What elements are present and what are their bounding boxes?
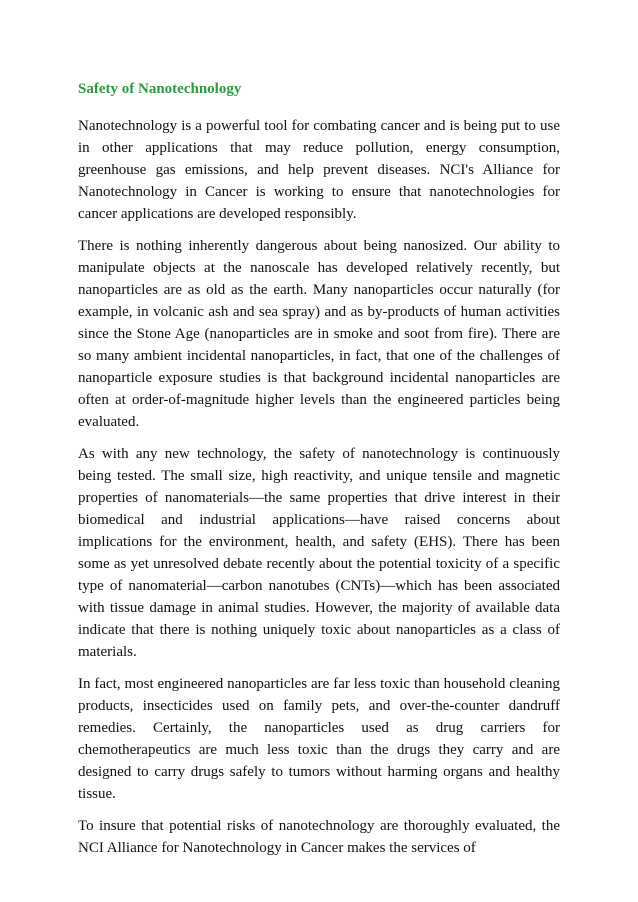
paragraph-toxicity-comparison: In fact, most engineered nanoparticles are far less toxic than household cleaning products, insecticides used on family pets, and over-the-counter dandruff remedies. Certainly, the nanoparticles used as drug carriers for chemotherapeutics are much less toxic than the drugs they carry and are designed to carry drugs safely to tumors without harming organs and healthy tissue. xyxy=(78,676,560,802)
paragraph-risk-evaluation: To insure that potential risks of nanotechnology are thoroughly evaluated, the NCI Alliance for Nanotechnology in Cancer makes the services of xyxy=(78,818,560,856)
paragraph-safety-testing: As with any new technology, the safety of nanotechnology is continuously being tested. The small size, high reactivity, and unique tensile and magnetic properties of nanomaterials—the same properties that drive interest in their biomedical and industrial applications—have raised concerns about implications for the environment, health, and safety (EHS). There has been some as yet unresolved debate recently about the potential toxicity of a specific type of nanomaterial—carbon nanotubes (CNTs)—which has been associated with tissue damage in animal studies. However, the majority of available data indicate that there is nothing uniquely toxic about nanoparticles as a class of materials. xyxy=(78,446,560,660)
document-title: Safety of Nanotechnology xyxy=(78,81,242,97)
paragraph-intro: Nanotechnology is a powerful tool for combating cancer and is being put to use in other applications that may reduce pollution, energy consumption, greenhouse gas emissions, and help prevent diseases. NCI's Alliance for Nanotechnology in Cancer is working to ensure that nanotechnologies for cancer applications are developed responsibly. xyxy=(78,118,560,222)
paragraph-nanosized: There is nothing inherently dangerous about being nanosized. Our ability to manipulate objects at the nanoscale has developed relatively recently, but nanoparticles are as old as the earth. Many nanoparticles occur naturally (for example, in volcanic ash and sea spray) and as by-products of human activities since the Stone Age (nanoparticles are in smoke and soot from fire). There are so many ambient incidental nanoparticles, in fact, that one of the challenges of nanoparticle exposure studies is that background incidental nanoparticles are often at order-of-magnitude higher levels than the engineered particles being evaluated. xyxy=(78,238,560,430)
document-body xyxy=(78,78,560,869)
